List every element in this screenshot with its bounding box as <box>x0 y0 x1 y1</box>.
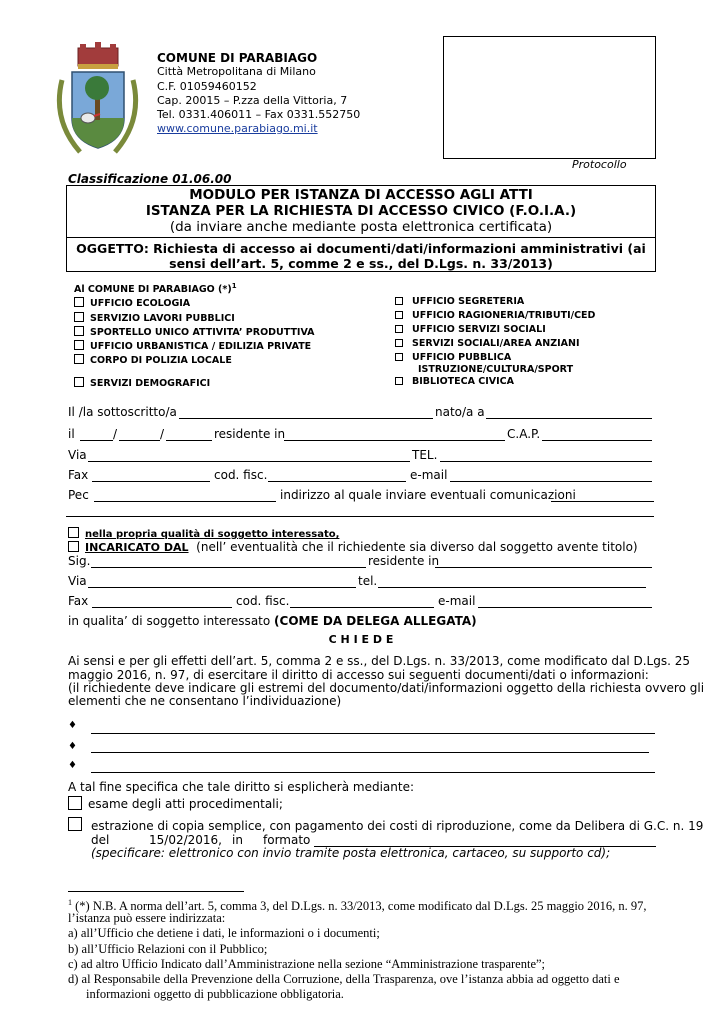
checkbox-icon[interactable] <box>68 817 82 831</box>
office-demografici[interactable]: SERVIZI DEMOGRAFICI <box>74 377 210 389</box>
label-pec: Pec <box>68 488 89 502</box>
office-pubblica-istruzione[interactable]: UFFICIO PUBBLICA <box>395 352 511 363</box>
title-line-2: ISTANZA PER LA RICHIESTA DI ACCESSO CIVICO (F.O.I.A.) <box>145 203 577 219</box>
checkbox-icon[interactable] <box>74 354 84 364</box>
footnote-separator <box>68 891 244 892</box>
label-residente: residente in <box>214 427 286 441</box>
header-comune: COMUNE DI PARABIAGO <box>157 51 318 65</box>
extra-line[interactable] <box>66 516 654 517</box>
delegate-phone-field[interactable] <box>378 587 646 588</box>
name-field[interactable] <box>175 418 433 419</box>
classification: Classificazione 01.06.00 <box>68 172 232 186</box>
label-nato: nato/a a <box>435 405 485 419</box>
date-separator-2: / <box>160 427 165 441</box>
label-sig: Sig. <box>68 554 91 568</box>
label-tel: TEL. <box>412 448 438 462</box>
checkbox-icon[interactable] <box>68 541 79 552</box>
office-pubblica-istruzione-cont: ISTRUZIONE/CULTURA/SPORT <box>418 364 574 375</box>
birth-month-field[interactable] <box>119 440 161 441</box>
label-il: il <box>68 427 75 441</box>
request-line-1[interactable] <box>91 733 655 734</box>
address-field[interactable] <box>551 501 654 502</box>
label-email-2: e-mail <box>438 594 476 608</box>
footnote-item-d1: d) al Responsabile della Prevenzione della Corruzione, della Trasparenza, ove l’istanza abbia ad oggetto dati e <box>68 972 620 986</box>
header-citta: Città Metropolitana di Milano <box>157 65 316 78</box>
bullet-icon: ♦ <box>68 741 77 752</box>
checkbox-icon[interactable] <box>74 326 84 336</box>
label-tel-2: tel. <box>358 574 378 588</box>
office-suap[interactable]: SPORTELLO UNICO ATTIVITA’ PRODUTTIVA <box>74 326 315 338</box>
office-polizia-locale[interactable]: CORPO DI POLIZIA LOCALE <box>74 354 232 366</box>
date-separator-1: / <box>113 427 118 441</box>
chiede-para-3: (il richiedente deve indicare gli estremi del documento/dati/informazioni oggetto della richiesta ovvero gli <box>68 681 705 695</box>
office-segreteria[interactable]: UFFICIO SEGRETERIA <box>395 296 524 307</box>
offices-heading: Al COMUNE DI PARABIAGO $(*)^1$ <box>74 282 237 296</box>
checkbox-icon[interactable] <box>395 311 403 319</box>
label-fax-2: Fax <box>68 594 89 608</box>
delegate-codfisc-field[interactable] <box>290 607 434 608</box>
subject-line-1: OGGETTO: Richiesta di accesso ai documenti/dati/informazioni amministrativi (ai <box>76 241 646 256</box>
label-via-2: Via <box>68 574 87 588</box>
title-line-3: (da inviare anche mediante posta elettronica certificata) <box>169 219 553 235</box>
label-cap: C.A.P. <box>507 427 541 441</box>
qualita-interessato: in qualita’ di soggetto interessato (COME DA DELEGA ALLEGATA) <box>68 614 477 628</box>
birth-day-field[interactable] <box>80 440 114 441</box>
request-line-3[interactable] <box>91 772 655 773</box>
office-ragioneria[interactable]: UFFICIO RAGIONERIA/TRIBUTI/CED <box>395 310 595 321</box>
codfisc-field[interactable] <box>268 481 406 482</box>
modalita-intro: A tal fine specifica che tale diritto si esplicherà mediante: <box>68 780 414 794</box>
subject-line-2: sensi dell’art. 5, comme 2 e ss., del D.Lgs. n. 33/2013) <box>169 256 553 271</box>
request-line-2[interactable] <box>91 752 649 753</box>
checkbox-icon[interactable] <box>74 297 84 307</box>
estrazione-formato: formato <box>263 833 311 847</box>
checkbox-icon[interactable] <box>74 340 84 350</box>
office-ecologia[interactable]: UFFICIO ECOLOGIA <box>74 297 190 309</box>
footnote-line-1: $^1$ (*) N.B. A norma dell’art. 5, comma 3, del D.Lgs. n. 33/2013, come modificato dal D.Lgs. 25 maggio 2016, n. 97, <box>68 898 647 914</box>
office-biblioteca[interactable]: BIBLIOTECA CIVICA <box>395 376 514 387</box>
birthplace-field[interactable] <box>486 418 652 419</box>
bullet-icon: ♦ <box>68 760 77 771</box>
chiede-para-4: elementi che ne consentano l’individuazione) <box>68 694 342 708</box>
footnote-item-b: b) all’Ufficio Relazioni con il Pubblico; <box>68 942 268 956</box>
office-lavori-pubblici[interactable]: SERVIZIO LAVORI PUBBLICI <box>74 312 235 324</box>
checkbox-icon[interactable] <box>74 312 84 322</box>
coat-of-arms-icon <box>50 40 145 160</box>
estrazione-date: 15/02/2016, <box>149 833 222 847</box>
phone-field[interactable] <box>440 461 652 462</box>
footnote-line-2: l’istanza può essere indirizzata: <box>68 911 226 925</box>
delegate-email-field[interactable] <box>478 607 652 608</box>
option-estrazione[interactable] <box>68 817 88 832</box>
title-line-1: MODULO PER ISTANZA DI ACCESSO AGLI ATTI <box>189 187 533 203</box>
checkbox-icon[interactable] <box>68 796 82 810</box>
delegate-name-field[interactable] <box>91 567 366 568</box>
delegate-residence-field[interactable] <box>435 567 652 568</box>
checkbox-icon[interactable] <box>395 297 403 305</box>
header-phone: Tel. 0331.406011 – Fax 0331.552750 <box>157 108 361 121</box>
option-esame[interactable]: esame degli atti procedimentali; <box>68 796 283 811</box>
checkbox-icon[interactable] <box>68 527 79 538</box>
header-address: Cap. 20015 – P.zza della Vittoria, 7 <box>157 94 348 107</box>
option-qualita[interactable]: nella propria qualità di soggetto interessato, <box>68 527 339 541</box>
header-website[interactable] <box>157 122 318 135</box>
checkbox-icon[interactable] <box>395 353 403 361</box>
header-cf: C.F. 01059460152 <box>157 80 257 93</box>
label-sottoscritto: Il /la sottoscritto/a <box>68 405 177 419</box>
residence-field[interactable] <box>284 440 506 441</box>
estrazione-text-1: estrazione di copia semplice, con pagamento dei costi di riproduzione, come da Delibera di G.C. n. 19 <box>91 819 704 833</box>
chiede-para-1: Ai sensi e per gli effetti dell’art. 5, comma 2 e ss., del D.Lgs. n. 33/2013, come modificato dal D.Lgs. 25 <box>68 654 690 668</box>
delegate-fax-field[interactable] <box>92 607 232 608</box>
chiede-para-2: maggio 2016, n. 97, di esercitare il diritto di accesso sui seguenti documenti/dati o informazioni: <box>68 668 649 682</box>
fax-field[interactable] <box>92 481 210 482</box>
street-field[interactable] <box>88 461 411 462</box>
option-incaricato[interactable]: INCARICATO DAL (nell’ eventualità che il richiedente sia diverso dal soggetto avente titolo) <box>68 540 638 555</box>
label-codfisc-2: cod. fisc. <box>236 594 290 608</box>
email-field[interactable] <box>450 481 652 482</box>
estrazione-in: in <box>232 833 243 847</box>
footnote-ref: 1 <box>231 282 237 290</box>
office-urbanistica[interactable]: UFFICIO URBANISTICA / EDILIZIA PRIVATE <box>74 340 311 352</box>
label-via: Via <box>68 448 87 462</box>
bullet-icon: ♦ <box>68 720 77 731</box>
checkbox-icon[interactable] <box>395 339 403 347</box>
label-codfisc: cod. fisc. <box>214 468 268 482</box>
pec-field[interactable] <box>94 501 276 502</box>
cap-field[interactable] <box>542 440 652 441</box>
birth-year-field[interactable] <box>166 440 212 441</box>
label-indirizzo: indirizzo al quale inviare eventuali comunicazioni <box>280 488 576 502</box>
office-servizi-sociali[interactable]: UFFICIO SERVIZI SOCIALI <box>395 324 546 335</box>
office-anziani[interactable]: SERVIZI SOCIALI/AREA ANZIANI <box>395 338 579 349</box>
footnote-item-a: a) all’Ufficio che detiene i dati, le informazioni o i documenti; <box>68 926 380 940</box>
estrazione-del: del <box>91 833 110 847</box>
protocol-box <box>443 36 656 159</box>
estrazione-text-3: (specificare: elettronico con invio tramite posta elettronica, cartaceo, su supporto cd); <box>91 846 611 860</box>
label-email: e-mail <box>410 468 448 482</box>
footnote-item-c: c) ad altro Ufficio Indicato dall’Amministrazione nella sezione “Amministrazione trasparente”; <box>68 957 546 971</box>
coat-of-arms <box>50 40 145 160</box>
footnote-item-d2: informazioni oggetto di pubblicazione obbligatoria. <box>86 987 344 1001</box>
checkbox-icon[interactable] <box>74 377 84 387</box>
label-residente-2: residente in <box>368 554 440 568</box>
checkbox-icon[interactable] <box>395 377 403 385</box>
protocol-label: Protocollo <box>572 158 627 171</box>
delegate-street-field[interactable] <box>88 587 356 588</box>
checkbox-icon[interactable] <box>395 325 403 333</box>
chiede-heading: C H I E D E <box>328 633 394 646</box>
label-fax: Fax <box>68 468 89 482</box>
website-link[interactable]: www.comune.parabiago.mi.it <box>157 122 318 135</box>
